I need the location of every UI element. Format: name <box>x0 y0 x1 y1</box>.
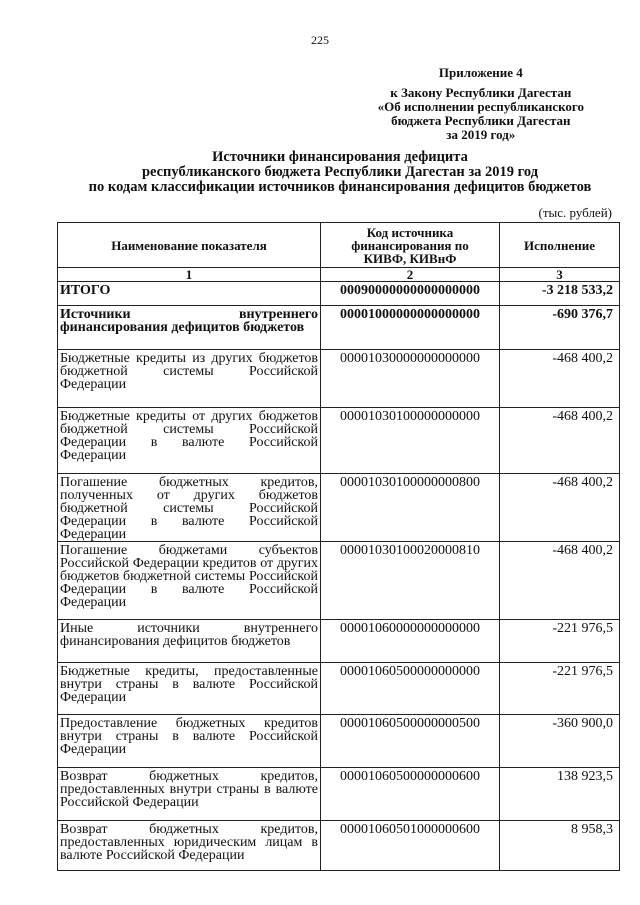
header-name: Наименование показателя <box>58 223 321 268</box>
row-code: 00001060500000000600 <box>321 768 500 821</box>
row-value: -468 400,2 <box>500 408 620 474</box>
row-value: -468 400,2 <box>500 350 620 408</box>
column-number: 3 <box>500 268 620 282</box>
row-name: Возврат бюджетных кредитов, предоставленных внутри страны в валюте Российской Федерации <box>58 768 321 821</box>
row-value: -690 376,7 <box>500 306 620 350</box>
row-name: Предоставление бюджетных кредитов внутри страны в валюте Российской Федерации <box>58 715 321 768</box>
document-title <box>40 150 640 195</box>
row-code: 00001060500000000000 <box>321 663 500 715</box>
row-value: -221 976,5 <box>500 663 620 715</box>
table-row <box>58 350 620 408</box>
row-name: Бюджетные кредиты, предоставленные внутри страны в валюте Российской Федерации <box>58 663 321 715</box>
title-line: республиканского бюджета Республики Дагестан за 2019 год <box>141 164 539 180</box>
table-row <box>58 542 620 620</box>
table-row <box>58 663 620 715</box>
row-name: Возврат бюджетных кредитов, предоставленных юридическим лицам в валюте Российской Федерации <box>58 821 321 871</box>
row-code: 00001060501000000600 <box>321 821 500 871</box>
row-value: 138 923,5 <box>500 768 620 821</box>
sources-table <box>57 222 620 871</box>
table-row <box>58 474 620 542</box>
row-name: ИТОГО <box>58 282 321 306</box>
appendix-line: к Закону Республики Дагестан <box>390 85 572 100</box>
table-row <box>58 768 620 821</box>
page-number: 225 <box>311 33 329 47</box>
appendix-block <box>378 66 584 142</box>
row-name: Иные источники внутреннего финансирования дефицитов бюджетов <box>58 620 321 663</box>
row-code: 00001060500000000500 <box>321 715 500 768</box>
table-row <box>58 821 620 871</box>
row-value: 8 958,3 <box>500 821 620 871</box>
title-line: по кодам классификации источников финансирования дефицитов бюджетов <box>88 179 592 195</box>
row-code: 00001060000000000000 <box>321 620 500 663</box>
appendix-line: «Об исполнении республиканского <box>377 99 584 114</box>
row-value: -3 218 533,2 <box>500 282 620 306</box>
header-value: Исполнение <box>500 223 620 268</box>
title-line: Источники финансирования дефицита <box>212 149 468 165</box>
appendix-line: за 2019 год» <box>446 127 516 142</box>
table-row <box>58 408 620 474</box>
header-code: Код источника финансирования по КИВФ, КИВнФ <box>321 223 500 268</box>
row-name: Погашение бюджетами субъектов Российской Федерации кредитов от других бюджетов бюджетной системы Российской Федерации в валюте Российской Федерации <box>58 542 321 620</box>
appendix-line: бюджета Республики Дагестан <box>391 113 571 128</box>
row-name: Источники внутреннего финансирования дефицитов бюджетов <box>58 306 321 350</box>
table-row <box>58 620 620 663</box>
row-code: 00001030100000000000 <box>321 408 500 474</box>
row-code: 00001030000000000000 <box>321 350 500 408</box>
row-name: Бюджетные кредиты от других бюджетов бюджетной системы Российской Федерации в валюте Российской Федерации <box>58 408 321 474</box>
appendix-title: Приложение 4 <box>438 65 523 80</box>
row-name: Бюджетные кредиты из других бюджетов бюджетной системы Российской Федерации <box>58 350 321 408</box>
row-code: 00090000000000000000 <box>321 282 500 306</box>
row-value: -468 400,2 <box>500 542 620 620</box>
row-name: Погашение бюджетных кредитов, полученных от других бюджетов бюджетной системы Российской Федерации в валюте Российской Федерации <box>58 474 321 542</box>
column-number: 2 <box>321 268 500 282</box>
row-code: 00001030100020000810 <box>321 542 500 620</box>
row-value: -468 400,2 <box>500 474 620 542</box>
table-row <box>58 282 620 306</box>
row-value: -221 976,5 <box>500 620 620 663</box>
row-code: 00001000000000000000 <box>321 306 500 350</box>
row-code: 00001030100000000800 <box>321 474 500 542</box>
column-number: 1 <box>58 268 321 282</box>
row-value: -360 900,0 <box>500 715 620 768</box>
table-row <box>58 715 620 768</box>
units-label: (тыс. рублей) <box>538 205 612 220</box>
table-row <box>58 306 620 350</box>
